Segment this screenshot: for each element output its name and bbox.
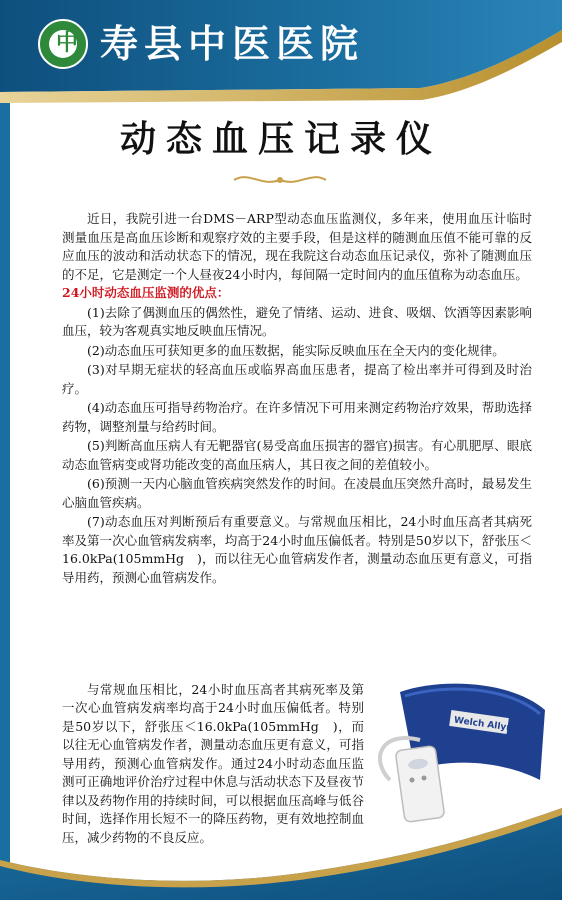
hospital-name: 寿县中医医院 <box>100 21 365 66</box>
left-side-bar <box>0 103 10 900</box>
logo-inner-circle <box>49 30 77 58</box>
advantage-item: (3)对早期无症状的轻高血压或临界高血压患者，提高了检出率并可得到及时治疗。 <box>62 362 532 396</box>
blood-pressure-monitor-image <box>360 670 550 830</box>
title-ornament <box>230 173 330 187</box>
advantage-item: (7)动态血压对判断预后有重要意义。与常规血压相比，24小时血压高者其病死率及第一次心血管病发病率，均高于24小时血压偏低者。特别是50岁以下，舒张压＜16.0kPa(105mmHg )，而以往无心血管病发作者，测量动态血压更有意义，可指导用药，预测心血管病发作。 <box>62 514 532 585</box>
cuff-brand-label: Welch Allyn <box>453 715 514 734</box>
advantage-item: (1)去除了偶测血压的偶然性，避免了情绪、运动、进食、吸烟、饮酒等因素影响血压，较为客观真实地反映血压情况。 <box>62 304 532 338</box>
article-body <box>62 210 532 587</box>
advantages-heading: 24小时动态血压监测的优点： <box>62 285 230 300</box>
advantage-item: (5)判断高血压病人有无靶器官(易受高血压损害的器官)损害。有心肌肥厚、眼底动态血管病变或肾功能改变的高血压病人，其日夜之间的差值较小。 <box>62 438 532 472</box>
page-title: 动态血压记录仪 <box>119 119 442 160</box>
hospital-logo-icon <box>38 19 88 69</box>
closing-paragraph: 与常规血压相比，24小时血压高者其病死率及第一次心血管病发病率均高于24小时血压偏低者。特别是50岁以下，舒张压＜16.0kPa(105mmHg )，而以往无心血管病发作者，测量动态血压更有意义，可指导用药，预测心血管病发作。通过24小时动态血压监测可正确地评价治疗过程中休息与活动状态下及昼夜节律以及药物作用的持续时间，可以根据血压高峰与低谷时间，选择作用长短不一的降压药物，更有效地控制血压，减少药物的不良反应。 <box>62 681 364 845</box>
advantage-item: (6)预测一天内心脑血管疾病突然发作的时间。在凌晨血压突然升高时，最易发生心脑血管疾病。 <box>62 476 532 510</box>
advantage-item: (4)动态血压可指导药物治疗。在许多情况下可用来测定药物治疗效果，帮助选择药物，调整剂量与给药时间。 <box>62 400 532 434</box>
intro-paragraph: 近日，我院引进一台DMS－ARP型动态血压监测仪，多年来，使用血压计临时测量血压是高血压诊断和观察疗效的主要手段，但是这样的随测血压值不能可靠的反应血压的波动和活动状态下的情况，现在我院这台动态血压记录仪，弥补了随测血压的不足，它是测定一个人昼夜24小时内，每间隔一定时间内的血压值称为动态血压。 <box>62 211 532 282</box>
advantage-item: (2)动态血压可获知更多的血压数据，能实际反映血压在全天内的变化规律。 <box>87 342 505 358</box>
logo-cross-mark: 中 <box>56 31 79 56</box>
